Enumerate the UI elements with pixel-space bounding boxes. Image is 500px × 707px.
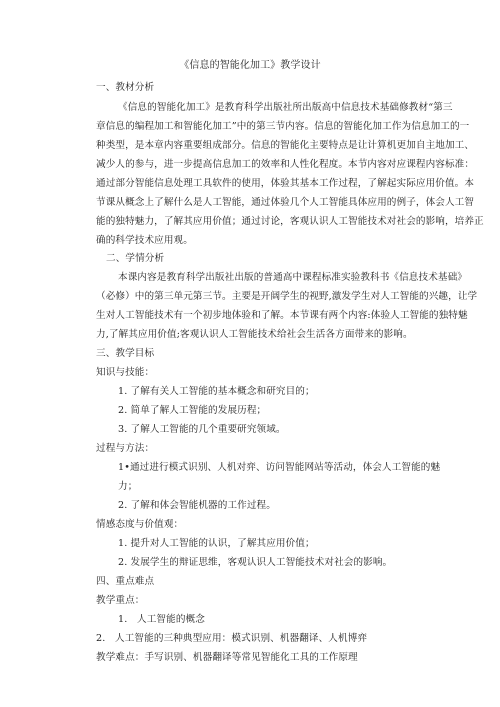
list-item: 2. 发展学生的辩证思维，客观认识人工智能技术对社会的影响。 xyxy=(118,557,393,568)
subheading-process-methods: 过程与方法： xyxy=(96,443,155,454)
paragraph-line: 生对人工智能技术有一个初步地体验和了解。本节课有两个内容:体验人工智能的独特魅 xyxy=(96,310,468,321)
list-item: 2. 简单了解人工智能的发展历程； xyxy=(118,405,267,416)
list-item: 1•通过进行模式识别、人机对弈、访问智能网站等活动，体会人工智能的魅 xyxy=(118,462,441,473)
list-item: 2. 人工智能的三种典型应用：模式识别、机器翻译、人机博弈 xyxy=(96,633,368,644)
paragraph-line: （必修）中的第三单元第三节。主要是开阔学生的视野,激发学生对人工智能的兴趣，让学 xyxy=(96,291,478,302)
paragraph-line: 本课内容是教育科学出版社出版的普通高中课程标准实验教科书《信息技术基础》 xyxy=(118,272,467,283)
difficult-points-line: 教学难点：手写识别、机器翻译等常见智能化工具的工作原理 xyxy=(96,652,358,663)
paragraph-line: 节课从概念上了解什么是人工智能，通过体验几个人工智能具体应用的例子，体会人工智 xyxy=(96,197,475,208)
section-heading-teaching-goals: 三、教学目标 xyxy=(96,348,155,359)
subheading-attitude-values: 情感态度与价值观： xyxy=(96,519,184,530)
paragraph-line: 确的科学技术应用观。 xyxy=(96,235,193,246)
paragraph-line: 能的独特魅力，了解其应用价值；通过讨论，客观认识人工智能技术对社会的影响，培养正 xyxy=(96,216,484,227)
list-item: 1. 提升对人工智能的认识，了解其应用价值； xyxy=(118,538,315,549)
paragraph-line: 通过部分智能信息处理工具软件的使用，体验其基本工作过程，了解起实际应用价值。本 xyxy=(96,178,475,189)
paragraph-line: 《信息的智能化加工》是教育科学出版社所出版高中信息技术基础修教材“第三 xyxy=(118,102,453,113)
subheading-key-points: 教学重点： xyxy=(96,595,145,606)
list-item: 力； xyxy=(118,481,138,492)
list-item: 1. 了解有关人工智能的基本概念和研究目的； xyxy=(118,386,315,397)
document-title: 《信息的智能化加工》教学设计 xyxy=(179,60,321,71)
section-heading-learner-analysis: 二、学情分析 xyxy=(106,253,165,264)
paragraph-line: 减少人的参与，进一步提高信息加工的效率和人性化程度。本节内容对应课程内容标准： xyxy=(96,159,475,170)
section-heading-key-difficult-points: 四、重点难点 xyxy=(96,576,155,587)
paragraph-line: 章信息的编程加工和智能化加工”中的第三节内容。信息的智能化加工作为信息加工的一 xyxy=(96,121,470,132)
list-item: 1. 人工智能的概念 xyxy=(118,614,205,625)
list-item: 2. 了解和体会智能机器的工作过程。 xyxy=(118,500,276,511)
list-item: 3. 了解人工智能的几个重要研究领域。 xyxy=(118,424,286,435)
section-heading-textbook-analysis: 一、教材分析 xyxy=(96,82,155,93)
paragraph-line: 力,了解其应用价值;客观认识人工智能技术给社会生活各方面带来的影响。 xyxy=(96,329,413,340)
subheading-knowledge-skills: 知识与技能： xyxy=(96,367,155,378)
paragraph-line: 种类型，是本章内容重要组成部分。信息的智能化主要特点是让计算机更加自主地加工、 xyxy=(96,140,475,151)
